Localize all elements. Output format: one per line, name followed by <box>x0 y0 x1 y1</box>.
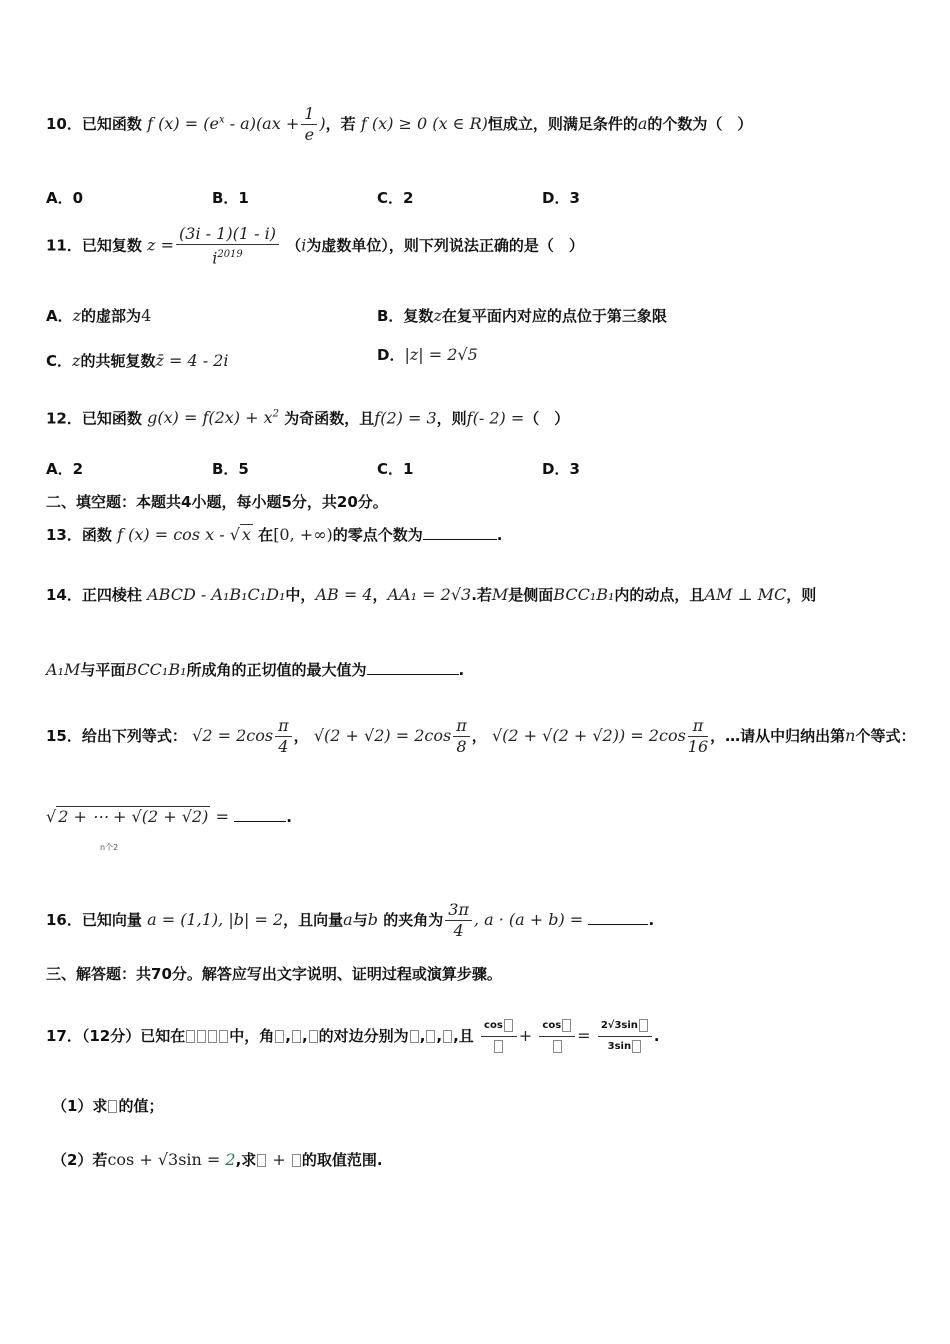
q10-condition: f (x) ≥ 0 (x ∈ R) <box>360 114 488 133</box>
q15-line: 15．给出下列等式： √2 = 2cos $\frac{\pi}{4}$ ， √(2 + √2) = 2cos $\frac{\pi}{8}$ ， √(2 + √(2 + √2)) = 2cos $\frac{\pi}{16}$ ，…请从中归纳出第n个等式： <box>46 716 916 756</box>
q16-answer-blank[interactable] <box>588 910 648 925</box>
q14-number: 14． <box>46 586 82 604</box>
q17-part-2: （2）若cos + √3sin = 2,求 + 的取值范围. <box>52 1150 383 1169</box>
q12-line: 12．已知函数 $g(x) = f(2x) + x^2$ 为奇函数，且f(2) = 3，则f(- 2) =（ ） <box>46 408 570 428</box>
q13-number: 13． <box>46 526 82 544</box>
q17-frac-3: $\frac{2√3\sin}{3\sin}$ <box>598 1016 652 1057</box>
section-fill-in-heading: 二、填空题：本题共4小题，每小题5分，共20分。 <box>46 493 388 511</box>
q14-line: 14．正四棱柱 ABCD - A₁B₁C₁D₁中，AB = 4，AA₁ = 2√3.若M是侧面BCC₁B₁内的动点，且AM ⊥ MC，则 <box>46 585 817 604</box>
q15-number: 15． <box>46 727 82 745</box>
section-solution-heading: 三、解答题：共70分。解答应写出文字说明、证明过程或演算步骤。 <box>46 965 502 983</box>
q12-option-b: B．5 <box>212 460 249 478</box>
q10-option-c: C．2 <box>377 189 414 207</box>
q15-eq3: √(2 + √(2 + √2)) = 2cos $\frac{\pi}{16}$ <box>491 716 709 756</box>
q12-f2: f(2) = 3 <box>374 408 437 428</box>
q10-option-d: D．3 <box>542 189 580 207</box>
q13-function: f (x) = cos x - √ x <box>117 525 251 544</box>
q16-number: 16． <box>46 911 82 929</box>
q10-function-def: f $(x) = (e^x - a)(ax$ + <box>147 114 300 133</box>
q11-option-c: C．z的共轭复数z̄ = 4 - 2i <box>46 351 229 370</box>
q17-number: 17．（12分）已知在 <box>46 1027 186 1045</box>
q16-vectors: a = (1,1), |b| = 2 <box>147 910 284 929</box>
q12-option-c: C．1 <box>377 460 414 478</box>
q10-var-a: a <box>637 114 648 133</box>
q14-line-2: A₁M与平面BCC₁B₁所成角的正切值的最大值为 . <box>46 660 465 679</box>
q14-prism: ABCD - A₁B₁C₁D₁ <box>147 585 286 604</box>
q17-part-2-equation: cos + √3sin = <box>107 1150 226 1169</box>
q13-answer-blank[interactable] <box>423 525 497 540</box>
q12-fneg2: f(- 2) = <box>466 408 525 428</box>
q15-general-term: √ 2 + ⋯ + √(2 + √2) <box>46 807 209 826</box>
q17-line: 17．（12分）已知在 中，角 , , 的对边分别为 , , ,且 cos + cos = $\frac{2√3\sin}{3\sin}$ . <box>46 1016 660 1057</box>
q10-number: 10． <box>46 115 82 133</box>
q17-frac-2: cos <box>539 1016 575 1057</box>
q11-option-d: D．|z| = 2√5 <box>377 345 478 364</box>
q12-option-a: A．2 <box>46 460 84 478</box>
q16-dot-product: , a · (a + b) = <box>473 910 584 929</box>
q11-fraction: $\frac{(3i - 1)(1 - i)}{i^{2019}}$ <box>176 224 279 268</box>
q10-line: 10．已知函数 f $(x) = (e^x - a)(ax$ + $\frac{1}{e}$ )，若 f (x) ≥ 0 (x ∈ R)恒成立，则满足条件的a的个数为（ ） <box>46 104 753 144</box>
q17-part-1: （1）求 的值； <box>52 1097 164 1115</box>
q12-g-def: $g(x) = f(2x) + x^2$ <box>147 408 280 428</box>
q11-option-b: B．复数z在复平面内对应的点位于第三象限 <box>377 306 667 325</box>
q12-number: 12． <box>46 409 82 428</box>
q10-option-b: B．1 <box>212 189 249 207</box>
q16-line: 16．已知向量 a = (1,1), |b| = 2，且向量a与b 的夹角为 $\frac{3\pi}{4}$ , a · (a + b) = . <box>46 900 655 940</box>
q10-text-1: 已知函数 <box>81 115 142 133</box>
q15-line-2: √ 2 + ⋯ + √(2 + √2) = . <box>46 807 292 826</box>
q11-line: 11．已知复数 z = $\frac{(3i - 1)(1 - i)}{i^{2019}}$ （i为虚数单位），则下列说法正确的是（ ） <box>46 224 584 268</box>
q12-option-d: D．3 <box>542 460 580 478</box>
q17-frac-1: cos <box>481 1016 517 1057</box>
q15-answer-blank[interactable] <box>234 807 286 822</box>
q15-underbrace-label: n个2 <box>100 843 119 852</box>
q13-line: 13．函数 f (x) = cos x - √ x 在[0, +∞)的零点个数为 . <box>46 525 503 544</box>
q14-answer-blank[interactable] <box>367 660 459 675</box>
q15-eq2: √(2 + √2) = 2cos $\frac{\pi}{8}$ <box>314 726 472 745</box>
q10-fraction: $\frac{1}{e}$ <box>301 104 317 145</box>
q11-z-eq: z = <box>147 235 175 255</box>
q11-option-a: A．z的虚部为4 <box>46 306 152 325</box>
q16-angle: $\frac{3\pi}{4}$ <box>445 900 472 941</box>
q11-i-var: i <box>301 235 307 255</box>
q11-number: 11． <box>46 236 82 255</box>
q10-option-a: A．0 <box>46 189 84 207</box>
q15-eq1: √2 = 2cos $\frac{\pi}{4}$ <box>192 726 293 745</box>
q13-interval: [0, +∞) <box>273 525 333 544</box>
